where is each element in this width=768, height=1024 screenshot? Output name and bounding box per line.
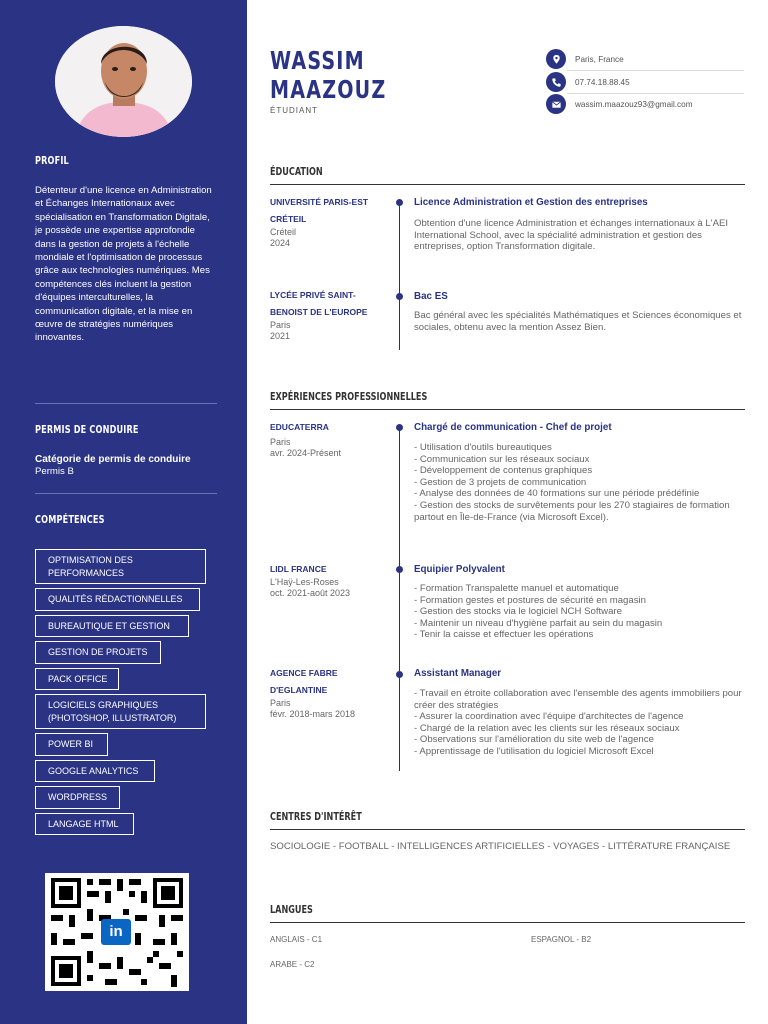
experience-company: LIDL FRANCE xyxy=(270,564,327,574)
skill-tag: LANGAGE HTML xyxy=(35,813,134,836)
skill-tag: GESTION DE PROJETS xyxy=(35,641,161,664)
education-date: 2024 xyxy=(270,238,291,248)
timeline-line xyxy=(399,425,400,771)
experience-date: févr. 2018-mars 2018 xyxy=(270,709,356,719)
experience-position: Assistant Manager xyxy=(414,668,502,679)
candidate-name: WASSIM MAAZOUZ xyxy=(270,46,387,104)
phone-icon xyxy=(546,72,566,92)
task-item: - Gestion de 3 projets de communication xyxy=(414,476,587,488)
experience-tasks xyxy=(414,442,744,523)
linkedin-icon: in xyxy=(109,923,123,940)
language-item: ESPAGNOL - B2 xyxy=(531,935,592,944)
license-value: Permis B xyxy=(35,466,74,477)
task-item: - Maintenir un niveau d'hygiène parfait au sein du magasin xyxy=(414,617,663,629)
education-section-title: ÉDUCATION xyxy=(270,165,323,178)
timeline-line xyxy=(399,200,400,350)
skills-section-title: COMPÉTENCES xyxy=(35,514,105,526)
education-description: Bac général avec les spécialités Mathématiques et Sciences économiques et sociales, obtenu avec la mention Assez Bien. xyxy=(414,310,742,333)
timeline-dot xyxy=(396,293,403,300)
education-school: LYCÉE PRIVÉ SAINT-BENOIST DE L'EUROPE xyxy=(270,290,368,317)
task-item: - Apprentissage de l'utilisation du logiciel Microsoft Excel xyxy=(414,745,654,757)
skill-tag: QUALITÉS RÉDACTIONNELLES xyxy=(35,588,200,611)
education-degree: Licence Administration et Gestion des entreprises xyxy=(414,197,648,208)
education-description: Obtention d'une licence Administration et échanges internationaux à L'AEI International School, avec la spécialité administration et gestion des entreprises, option Transformation digitale. xyxy=(414,218,729,253)
skill-tag: WORDPRESS xyxy=(35,786,120,809)
license-category: Catégorie de permis de conduire xyxy=(35,454,191,465)
task-item: - Chargé de la relation avec les clients sur les réseaux sociaux xyxy=(414,722,680,734)
skill-tag: PACK OFFICE xyxy=(35,668,119,691)
task-item: - Formation Transpalette manuel et automatique xyxy=(414,583,619,594)
experience-city: Paris xyxy=(270,437,291,447)
education-school: UNIVERSITÉ PARIS-EST CRÉTEIL xyxy=(270,197,369,224)
language-item: ARABE - C2 xyxy=(270,960,315,969)
task-item: - Gestion des stocks via le logiciel NCH Software xyxy=(414,606,622,618)
phone-text[interactable]: 07.74.18.88.45 xyxy=(575,77,630,87)
candidate-role: ÉTUDIANT xyxy=(270,106,318,115)
task-item: - Tenir la caisse et effectuer les opérations xyxy=(414,629,594,641)
skill-tag: POWER BI xyxy=(35,733,108,756)
task-item: - Travail en étroite collaboration avec l'ensemble des agents immobiliers pour créer des stratégies xyxy=(414,688,742,711)
education-city: Paris xyxy=(270,320,291,330)
sidebar xyxy=(0,0,247,1024)
location-text: Paris, France xyxy=(575,54,624,64)
experience-date: oct. 2021-août 2023 xyxy=(270,588,351,598)
skill-tag: BUREAUTIQUE ET GESTION xyxy=(35,615,189,638)
divider xyxy=(270,922,745,923)
skill-tag: OPTIMISATION DES PERFORMANCES xyxy=(35,549,206,584)
contact-phone xyxy=(546,72,744,92)
interests-text: SOCIOLOGIE - FOOTBALL - INTELLIGENCES ARTIFICIELLES - VOYAGES - LITTÉRATURE FRANÇAISE xyxy=(270,841,731,852)
divider xyxy=(35,403,217,404)
experience-position: Equipier Polyvalent xyxy=(414,564,505,575)
experience-section-title: EXPÉRIENCES PROFESSIONNELLES xyxy=(270,390,428,403)
task-item: - Communication sur les réseaux sociaux xyxy=(414,453,590,465)
timeline-dot xyxy=(396,199,403,206)
language-item: ANGLAIS - C1 xyxy=(270,935,323,944)
divider xyxy=(35,493,217,494)
task-item: - Développement de contenus graphiques xyxy=(414,465,593,477)
experience-tasks xyxy=(414,583,744,641)
envelope-icon xyxy=(546,94,566,114)
education-date: 2021 xyxy=(270,331,291,341)
contact-location xyxy=(546,49,744,69)
experience-city: L'Haÿ-Les-Roses xyxy=(270,577,339,587)
profile-section-title: PROFIL xyxy=(35,155,69,167)
divider xyxy=(567,70,744,71)
location-pin-icon xyxy=(546,49,566,69)
divider xyxy=(270,829,745,830)
skills-list xyxy=(35,549,206,839)
skill-tag: LOGICIELS GRAPHIQUES (PHOTOSHOP, ILLUSTRATOR) xyxy=(35,694,206,729)
timeline-dot xyxy=(396,566,403,573)
experience-tasks xyxy=(414,688,744,758)
education-city: Créteil xyxy=(270,227,297,237)
experience-company: AGENCE FABRE D'EGLANTINE xyxy=(270,668,338,695)
experience-company: EDUCATERRA xyxy=(270,422,329,432)
experience-position: Chargé de communication - Chef de projet xyxy=(414,422,612,433)
license-section-title: PERMIS DE CONDUIRE xyxy=(35,424,139,436)
divider xyxy=(270,409,745,410)
divider xyxy=(270,184,745,185)
avatar xyxy=(55,26,192,137)
task-item: - Gestion des stocks de survêtements pour les 270 stagiaires de formation partout en Île-de-France (via Microsoft Excel). xyxy=(414,499,730,523)
profile-summary: Détenteur d'une licence en Administration et Échanges Internationaux avec spécialisation en Transformation Digitale, je possède une expertise approfondie dans la gestion de projets à l'échelle mondiale et l'optimisation de processus grâce aux technologies numériques. Mes compétences clés incluent la gestion d'équipes interculturelles, la communication digitale, et la mise en œuvre de stratégies numériques innovantes. xyxy=(35,185,212,344)
task-item: - Assurer la coordination avec l'équipe d'architectes de l'agence xyxy=(414,711,684,723)
task-item: - Observations sur l'amélioration du site web de l'agence xyxy=(414,734,654,746)
education-degree: Bac ES xyxy=(414,291,448,302)
linkedin-qr-code[interactable] xyxy=(45,873,189,991)
email-text[interactable]: wassim.maazouz93@gmail.com xyxy=(575,99,693,109)
languages-section-title: LANGUES xyxy=(270,903,313,916)
timeline-dot xyxy=(396,671,403,678)
experience-date: avr. 2024-Présent xyxy=(270,448,342,458)
task-item: - Analyse des données de 40 formations sur une période prédéfinie xyxy=(414,488,700,500)
contact-email xyxy=(546,94,744,114)
task-item: - Utilisation d'outils bureautiques xyxy=(414,442,552,453)
interests-section-title: CENTRES D'INTÉRÊT xyxy=(270,810,362,823)
experience-city: Paris xyxy=(270,698,291,708)
skill-tag: GOOGLE ANALYTICS xyxy=(35,760,155,783)
task-item: - Formation gestes et postures de sécurité en magasin xyxy=(414,594,646,606)
profile-photo xyxy=(55,26,192,137)
timeline-dot xyxy=(396,424,403,431)
